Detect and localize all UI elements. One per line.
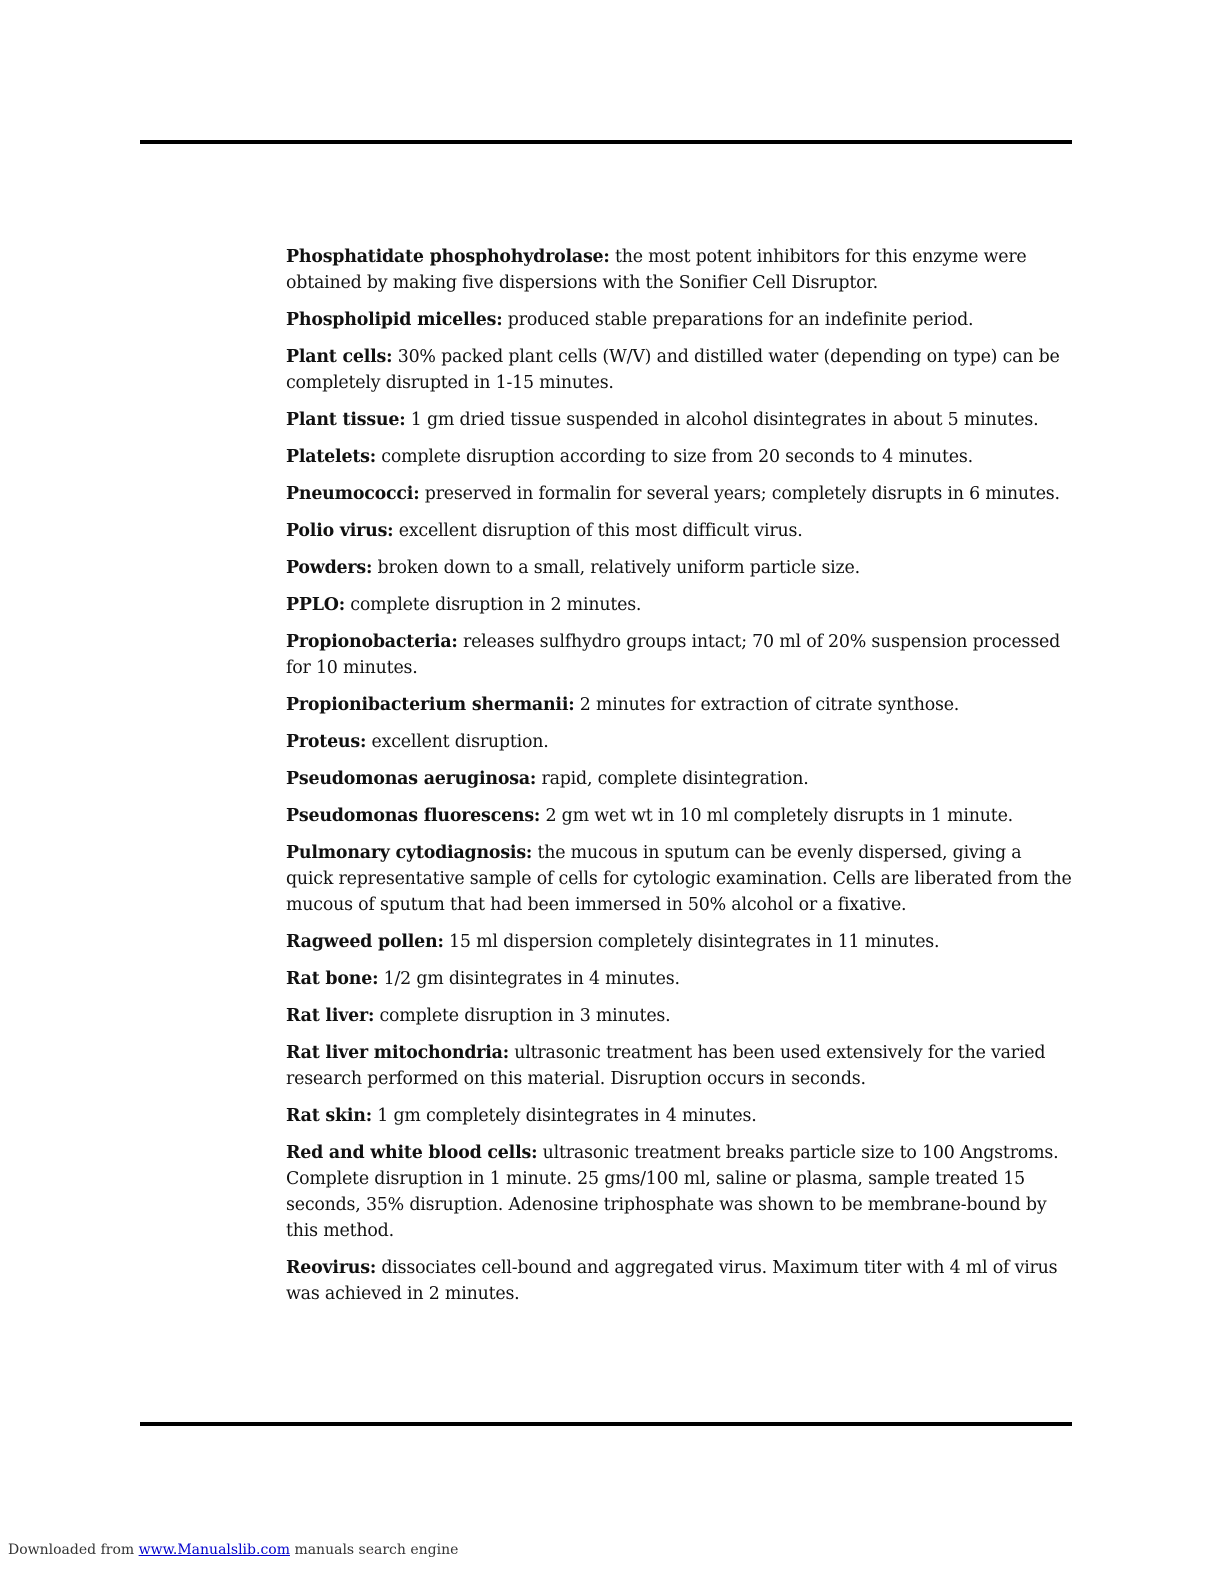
footer-suffix: manuals search engine [294,1542,459,1558]
entry [286,729,1072,755]
entry-term: Pulmonary cytodiagnosis: [286,843,533,863]
entry-text: 30% packed plant cells (W/V) and distilled water (depending on type) can be completely disrupted in 1-15 minutes. [286,347,1060,393]
entry [286,1255,1072,1307]
entry-text: 15 ml dispersion completely disintegrates in 11 minutes. [449,932,940,952]
entry [286,592,1072,618]
entry-text: rapid, complete disintegration. [541,769,809,789]
entry-term: Polio virus: [286,521,394,541]
entry-text: broken down to a small, relatively uniform particle size. [377,558,860,578]
entry [286,840,1072,918]
entry-text: releases sulfhydro groups intact; 70 ml of 20% suspension processed for 10 minutes. [286,632,1061,678]
entry-term: Proteus: [286,732,367,752]
entry [286,629,1072,681]
entry [286,966,1072,992]
entry-term: PPLO: [286,595,345,615]
entry-term: Reovirus: [286,1258,377,1278]
entry-term: Phospholipid micelles: [286,310,503,330]
entry-term: Rat skin: [286,1106,372,1126]
entry-text: 1/2 gm disintegrates in 4 minutes. [383,969,680,989]
entry-term: Pneumococci: [286,484,420,504]
entry-term: Propionobacteria: [286,632,458,652]
entry-text: complete disruption according to size from 20 seconds to 4 minutes. [381,447,973,467]
entry-text: complete disruption in 2 minutes. [350,595,642,615]
entry [286,929,1072,955]
manualslib-link[interactable]: www.Manualslib.com [138,1542,290,1558]
entry [286,481,1072,507]
entry-term: Red and white blood cells: [286,1143,538,1163]
top-rule [140,140,1072,144]
entry-text: ultrasonic treatment has been used extensively for the varied research performed on this material. Disruption occurs in seconds. [286,1043,1046,1089]
entry-term: Powders: [286,558,373,578]
entry-text: 2 minutes for extraction of citrate synthose. [579,695,960,715]
entry [286,803,1072,829]
footer-prefix: Downloaded from [8,1542,135,1558]
entry [286,555,1072,581]
entry [286,692,1072,718]
entry [286,1140,1072,1244]
entry-term: Rat liver mitochondria: [286,1043,509,1063]
entry-term: Plant tissue: [286,410,406,430]
entry-term: Ragweed pollen: [286,932,444,952]
entry-text: dissociates cell-bound and aggregated virus. Maximum titer with 4 ml of virus was achieved in 2 minutes. [286,1258,1058,1304]
entry-term: Pseudomonas aeruginosa: [286,769,537,789]
entry-text: 1 gm dried tissue suspended in alcohol disintegrates in about 5 minutes. [410,410,1039,430]
entry [286,407,1072,433]
entry-list [286,244,1072,1318]
entry [286,1040,1072,1092]
entry [286,244,1072,296]
entry [286,444,1072,470]
entry [286,766,1072,792]
entry-text: preserved in formalin for several years; completely disrupts in 6 minutes. [424,484,1060,504]
download-footer [8,1542,458,1558]
entry-text: 2 gm wet wt in 10 ml completely disrupts in 1 minute. [545,806,1013,826]
entry-term: Pseudomonas fluorescens: [286,806,541,826]
entry-text: excellent disruption of this most difficult virus. [398,521,803,541]
entry-text: excellent disruption. [371,732,549,752]
entry [286,307,1072,333]
entry [286,518,1072,544]
entry [286,1003,1072,1029]
entry-text: the most potent inhibitors for this enzyme were obtained by making five dispersions with the Sonifier Cell Disruptor. [286,247,1027,293]
entry-text: ultrasonic treatment breaks particle size to 100 Angstroms. Complete disruption in 1 minute. 25 gms/100 ml, saline or plasma, sample treated 15 seconds, 35% disruption. Adenosine triphosphate was shown to be membrane-bound by this method. [286,1143,1059,1241]
entry [286,1103,1072,1129]
entry-text: 1 gm completely disintegrates in 4 minutes. [377,1106,757,1126]
bottom-rule [140,1422,1072,1426]
entry-term: Rat bone: [286,969,379,989]
entry-term: Platelets: [286,447,376,467]
entry-term: Phosphatidate phosphohydrolase: [286,247,610,267]
entry-term: Rat liver: [286,1006,375,1026]
entry-term: Propionibacterium shermanii: [286,695,575,715]
entry-term: Plant cells: [286,347,393,367]
entry-text: produced stable preparations for an indefinite period. [507,310,974,330]
entry-text: the mucous in sputum can be evenly dispersed, giving a quick representative sample of cells for cytologic examination. Cells are liberated from the mucous of sputum that had been immersed in 50% alcohol or a fixative. [286,843,1072,915]
entry [286,344,1072,396]
entry-text: complete disruption in 3 minutes. [379,1006,671,1026]
